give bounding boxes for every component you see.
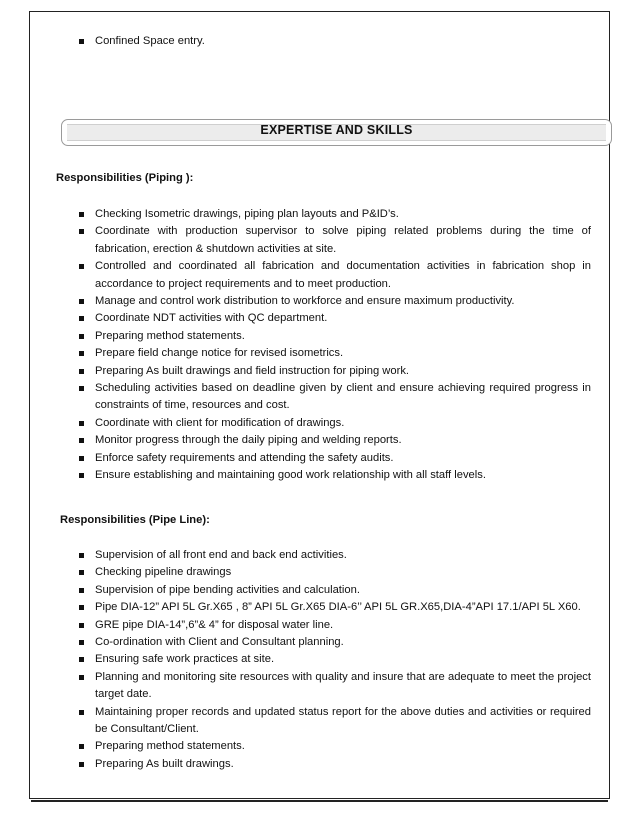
section-title: EXPERTISE AND SKILLS xyxy=(260,123,413,137)
list-item: Supervision of all front end and back end activities. xyxy=(75,547,591,564)
pipeline-responsibilities-list xyxy=(75,547,591,773)
piping-responsibilities-list xyxy=(75,206,591,485)
list-item: Preparing method statements. xyxy=(75,328,591,345)
list-item: Supervision of pipe bending activities and calculation. xyxy=(75,582,591,599)
list-item: Maintaining proper records and updated status report for the above duties and activities or required be Consultant/Client. xyxy=(75,704,591,739)
list-item: Manage and control work distribution to workforce and ensure maximum productivity. xyxy=(75,293,591,310)
list-item: Confined Space entry. xyxy=(75,33,595,50)
piping-heading: Responsibilities (Piping ): xyxy=(56,172,194,184)
list-item: Preparing As built drawings and field instruction for piping work. xyxy=(75,363,591,380)
list-item: Pipe DIA-12” API 5L Gr.X65 , 8” API 5L Gr.X65 DIA-6’’ API 5L GR.X65,DIA-4”API 17.1/API 5L X60. xyxy=(75,599,591,616)
list-item: Controlled and coordinated all fabrication and documentation activities in fabrication shop in accordance to project requirements and to meet production. xyxy=(75,258,591,293)
pipeline-heading: Responsibilities (Pipe Line): xyxy=(60,514,210,526)
list-item: Prepare field change notice for revised isometrics. xyxy=(75,345,591,362)
list-item: Coordinate with client for modification of drawings. xyxy=(75,415,591,432)
list-item: Coordinate NDT activities with QC department. xyxy=(75,310,591,327)
list-item: Co-ordination with Client and Consultant planning. xyxy=(75,634,591,651)
list-item: Checking pipeline drawings xyxy=(75,564,591,581)
list-item: Checking Isometric drawings, piping plan layouts and P&ID’s. xyxy=(75,206,591,223)
list-item: Scheduling activities based on deadline given by client and ensure achieving required progress in constraints of time, resources and cost. xyxy=(75,380,591,415)
list-item: Enforce safety requirements and attending the safety audits. xyxy=(75,450,591,467)
list-item: GRE pipe DIA-14”,6”& 4” for disposal water line. xyxy=(75,617,591,634)
section-banner xyxy=(61,119,612,146)
list-item: Ensure establishing and maintaining good work relationship with all staff levels. xyxy=(75,467,591,484)
list-item: Monitor progress through the daily piping and welding reports. xyxy=(75,432,591,449)
list-item: Planning and monitoring site resources with quality and insure that are adequate to meet the project target date. xyxy=(75,669,591,704)
top-bullet-list xyxy=(75,33,595,50)
list-item: Ensuring safe work practices at site. xyxy=(75,651,591,668)
list-item: Preparing As built drawings. xyxy=(75,756,591,773)
list-item: Coordinate with production supervisor to solve piping related problems during the time of fabrication, erection & shutdown activities at site. xyxy=(75,223,591,258)
list-item: Preparing method statements. xyxy=(75,738,591,755)
